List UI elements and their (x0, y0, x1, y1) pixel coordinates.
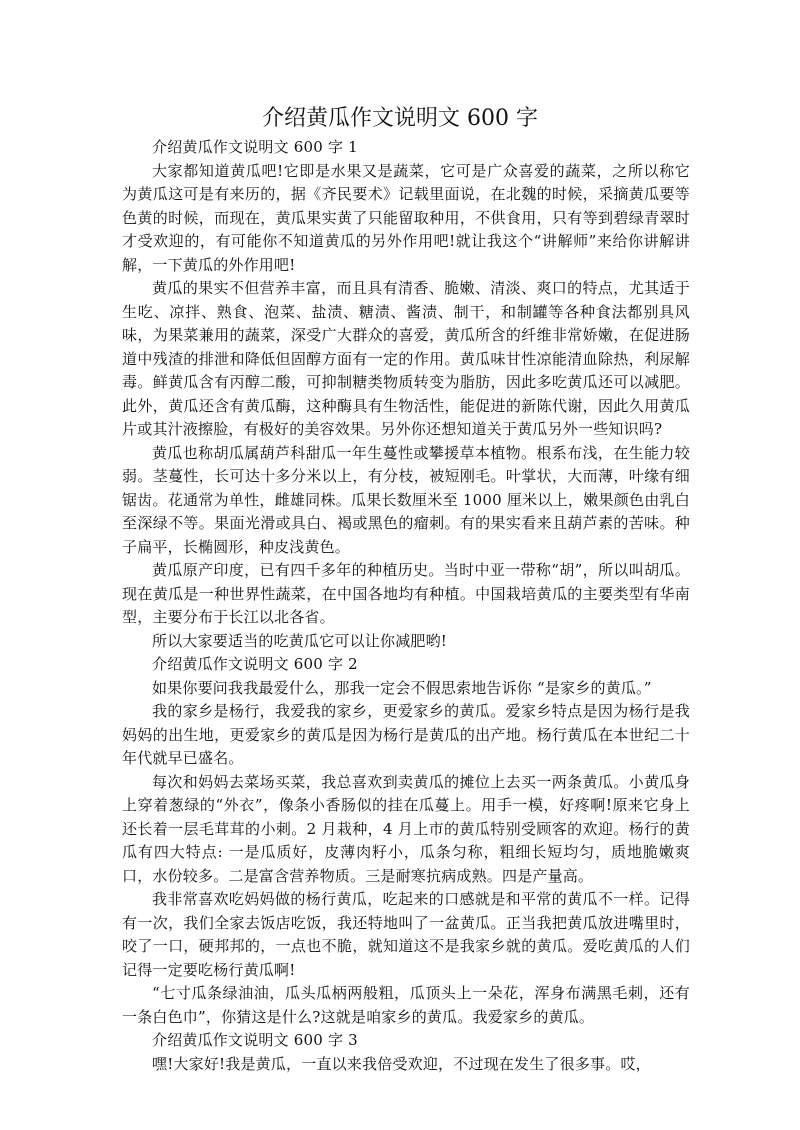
paragraph: 我的家乡是杨行，我爱我的家乡，更爱家乡的黄瓜。爱家乡特点是因为杨行是我妈妈的出生地，更爱家乡的黄瓜是因为杨行是黄瓜的出产地。杨行黄瓜在本世纪二十年代就早已盛名。 (122, 702, 690, 767)
paragraph: 黄瓜也称胡瓜属葫芦科甜瓜一年生蔓性或攀援草本植物。根系布浅，在生能力较弱。茎蔓性，长可达十多分米以上，有分枝，被短刚毛。叶掌状，大而薄，叶缘有细锯齿。花通常为单性，雌雄同株。瓜果长数厘米至 1000 厘米以上，嫩果颜色由乳白至深绿不等。果面光滑或具白、褐或黑色的瘤刺。有的果实看来且葫芦素的苦味。种子扁平，长椭圆形，种皮浅黄色。 (122, 443, 690, 556)
document-body (122, 136, 690, 1076)
paragraph: 所以大家要适当的吃黄瓜它可以让你减肥哟! (152, 631, 448, 650)
paragraph: 黄瓜的果实不但营养丰富，而且具有清香、脆嫩、清淡、爽口的特点，尤其适于生吃、凉拌、熟食、泡菜、盐渍、糖渍、酱渍、制干，和制罐等各种食法都别具风味，为果菜兼用的蔬菜，深受广大群众的喜爱，黄瓜所含的纤维非常娇嫩，在促进肠道中残渣的排泄和降低但固醇方面有一定的作用。黄瓜味甘性凉能清血除热，利尿解毒。鲜黄瓜含有丙醇二酸，可抑制糖类物质转变为脂肪，因此多吃黄瓜还可以减肥。此外，黄瓜还含有黄瓜酶，这种酶具有生物活性，能促进的新陈代谢，因此久用黄瓜片或其汁液擦脸，有极好的美容效果。另外你还想知道关于黄瓜另外一些知识吗? (122, 279, 690, 438)
paragraph: 如果你要问我我最爱什么，那我一定会不假思索地告诉你 “是家乡的黄瓜。” (152, 678, 652, 697)
paragraph: 黄瓜原产印度，已有四千多年的种植历史。当时中亚一带称“胡”，所以叫胡瓜。现在黄瓜是一种世界性蔬菜，在中国各地均有种植。中国栽培黄瓜的主要类型有华南型，主要分布于长江以北各省。 (122, 561, 690, 626)
paragraph: “七寸瓜条绿油油，瓜头瓜柄两般粗，瓜顶头上一朵花，浑身布满黑毛刺，还有一条白色巾”，你猜这是什么?这就是咱家乡的黄瓜。我爱家乡的黄瓜。 (122, 984, 690, 1026)
document-title: 介绍黄瓜作文说明文 600 字 (262, 106, 538, 131)
paragraph: 大家都知道黄瓜吧!它即是水果又是蔬菜，它可是广众喜爱的蔬菜，之所以称它为黄瓜这可是有来历的，据《齐民要术》记载里面说，在北魏的时候，采摘黄瓜要等色黄的时候，而现在，黄瓜果实黄了只能留取种用，不供食用，只有等到碧绿青翠时才受欢迎的，有可能你不知道黄瓜的另外作用吧!就让我这个“讲解师”来给你讲解讲解，一下黄瓜的外作用吧! (122, 161, 690, 274)
section-heading-3: 介绍黄瓜作文说明文 600 字 3 (152, 1031, 358, 1049)
paragraph: 每次和妈妈去菜场买菜，我总喜欢到卖黄瓜的摊位上去买一两条黄瓜。小黄瓜身上穿着葱绿的“外衣”，像条小香肠似的挂在瓜蔓上。用手一模，好疼啊!原来它身上还长着一层毛茸茸的小刺。2 月栽种，4 月上市的黄瓜特别受顾客的欢迎。杨行的黄瓜有四大特点: 一是瓜质好，皮薄肉籽小，瓜条匀称，粗细长短均匀，质地脆嫩爽口，水份较多。二是富含营养物质。三是耐寒抗病成熟。四是产量高。 (122, 772, 690, 885)
paragraph: 嘿!大家好!我是黄瓜，一直以来我倍受欢迎，不过现在发生了很多事。哎， (152, 1054, 651, 1073)
section-heading-2: 介绍黄瓜作文说明文 600 字 2 (152, 655, 358, 673)
section-heading-1: 介绍黄瓜作文说明文 600 字 1 (152, 138, 358, 156)
paragraph: 我非常喜欢吃妈妈做的杨行黄瓜，吃起来的口感就是和平常的黄瓜不一样。记得有一次，我们全家去饭店吃饭，我还特地叫了一盆黄瓜。正当我把黄瓜放进嘴里时，咬了一口，硬邦邦的，一点也不脆，就知道这不是我家乡就的黄瓜。爱吃黄瓜的人们记得一定要吃杨行黄瓜啊! (122, 890, 690, 979)
